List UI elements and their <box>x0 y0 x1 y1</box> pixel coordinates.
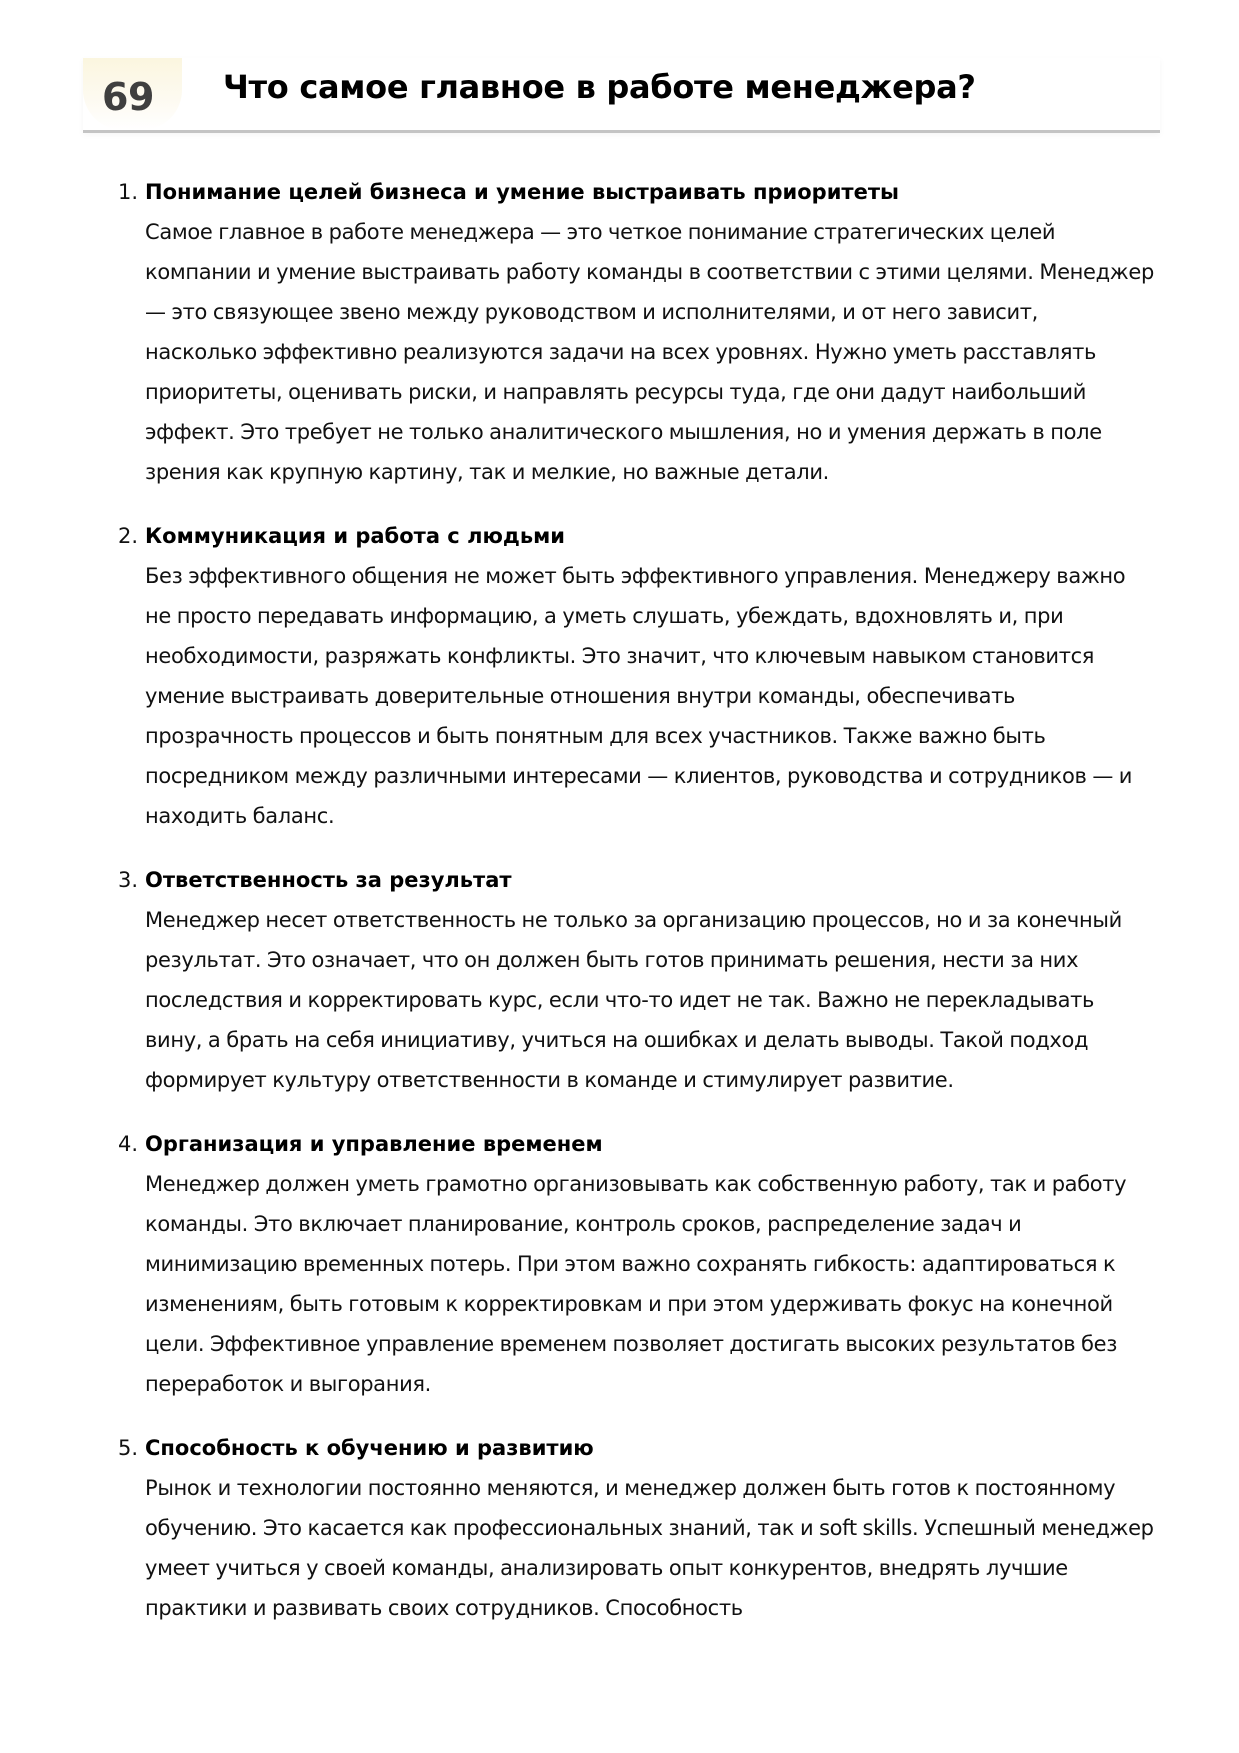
list-item-body: Без эффективного общения не может быть эффективного управления. Менеджеру важно не просто передавать информацию, а уметь слушать, убеждать, вдохновлять и, при необходимости, разряжать конфликты. Это значит, что ключевым навыком становится умение выстраивать доверительные отношения внутри команды, обеспечивать прозрачность процессов и быть понятным для всех участников. Также важно быть посредником между различными интересами — клиентов, руководства и сотрудников — и находить баланс. <box>145 564 1133 828</box>
page-number: 69 <box>102 75 154 119</box>
list-item-number: 3. <box>118 868 139 892</box>
list-item-title: Понимание целей бизнеса и умение выстраивать приоритеты <box>145 180 900 204</box>
list-item-body: Рынок и технологии постоянно меняются, и менеджер должен быть готов к постоянному обучению. Это касается как профессиональных знаний, так и soft skills. Успешный менеджер умеет учиться у своей команды, анализировать опыт конкурентов, внедрять лучшие практики и развивать своих сотрудников. Способность <box>145 1476 1154 1620</box>
list-item-title: Коммуникация и работа с людьми <box>145 524 565 548</box>
list-item-title: Способность к обучению и развитию <box>145 1436 594 1460</box>
list-item-number: 5. <box>118 1436 139 1460</box>
page-header <box>83 58 1160 133</box>
list-item-title: Организация и управление временем <box>145 1132 603 1156</box>
list-item <box>118 1124 1155 1404</box>
list-item <box>118 860 1155 1100</box>
numbered-list <box>118 172 1155 1652</box>
list-item-body: Менеджер несет ответственность не только за организацию процессов, но и за конечный результат. Это означает, что он должен быть готов принимать решения, нести за них последствия и корректировать курс, если что-то идет не так. Важно не перекладывать вину, а брать на себя инициативу, учиться на ошибках и делать выводы. Такой подход формирует культуру ответственности в команде и стимулирует развитие. <box>145 908 1122 1092</box>
list-item <box>118 516 1155 836</box>
page-title: Что самое главное в работе менеджера? <box>223 68 976 106</box>
list-item-body: Самое главное в работе менеджера — это четкое понимание стратегических целей компании и умение выстраивать работу команды в соответствии с этими целями. Менеджер — это связующее звено между руководством и исполнителями, и от него зависит, насколько эффективно реализуются задачи на всех уровнях. Нужно уметь расставлять приоритеты, оценивать риски, и направлять ресурсы туда, где они дадут наибольший эффект. Это требует не только аналитического мышления, но и умения держать в поле зрения как крупную картину, так и мелкие, но важные детали. <box>145 220 1154 484</box>
list-item-number: 2. <box>118 524 139 548</box>
list-item-number: 4. <box>118 1132 139 1156</box>
list-item <box>118 172 1155 492</box>
list-item <box>118 1428 1155 1628</box>
list-item-title: Ответственность за результат <box>145 868 512 892</box>
page-number-badge <box>83 58 182 130</box>
list-item-body: Менеджер должен уметь грамотно организовывать как собственную работу, так и работу команды. Это включает планирование, контроль сроков, распределение задач и минимизацию временных потерь. При этом важно сохранять гибкость: адаптироваться к изменениям, быть готовым к корректировкам и при этом удерживать фокус на конечной цели. Эффективное управление временем позволяет достигать высоких результатов без переработок и выгорания. <box>145 1172 1127 1396</box>
list-item-number: 1. <box>118 180 139 204</box>
